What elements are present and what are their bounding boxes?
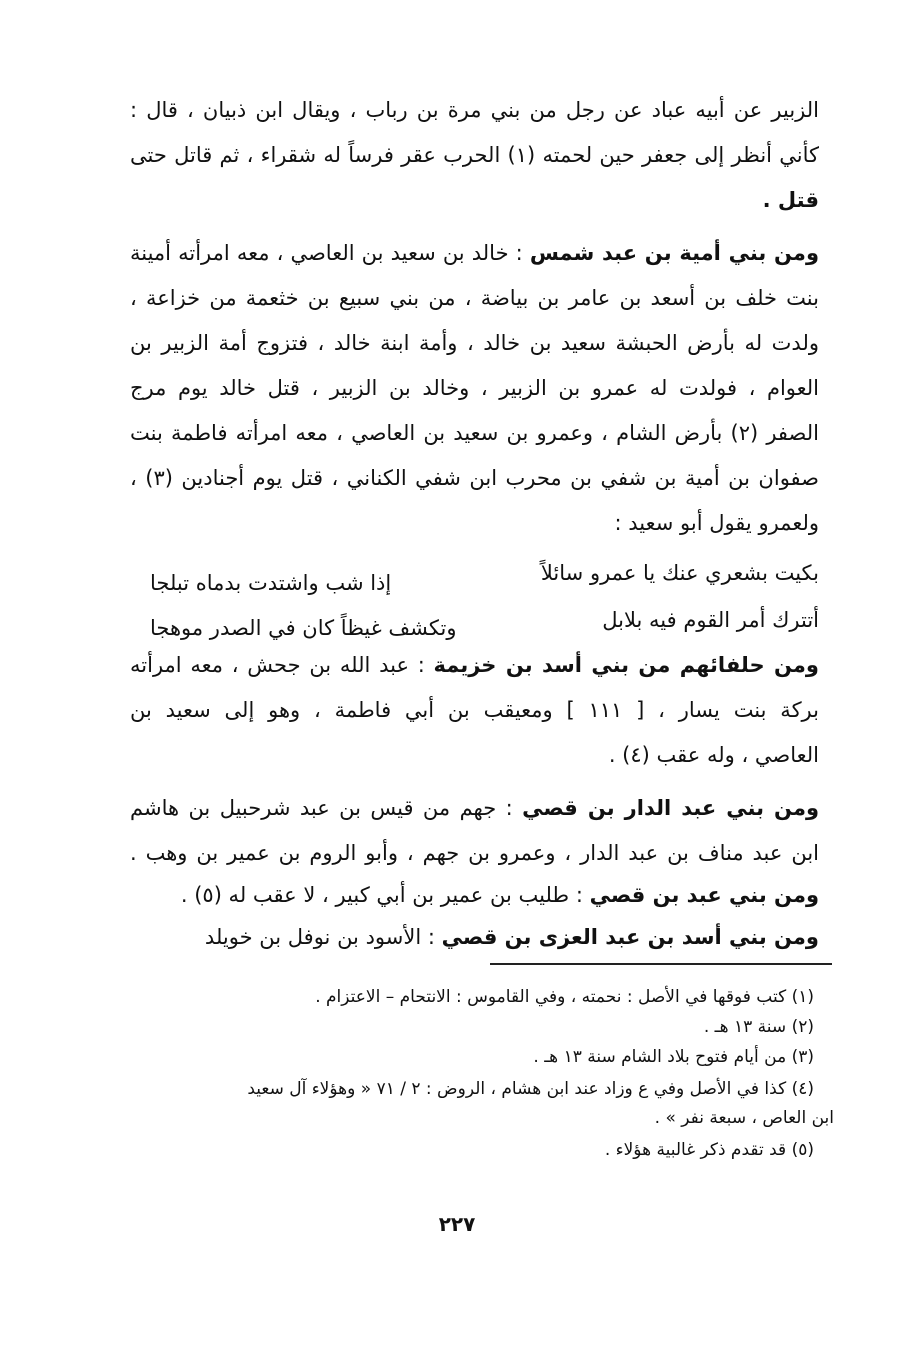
poem-hemistich: بكيت بشعري عنك يا عمرو سائلاً: [540, 561, 819, 585]
text-line: [130, 238, 819, 268]
text-line: ولعمرو يقول أبو سعيد :: [614, 511, 819, 535]
text-line: صفوان بن أمية بن شفي بن محرب ابن شفي الكناني ، قتل يوم أجنادين (٣) ،: [130, 466, 819, 490]
text-line: [130, 793, 819, 823]
page-number: ٢٢٧: [438, 1212, 476, 1236]
text-line: الصفر (٢) بأرض الشام ، وعمرو بن سعيد بن العاصي ، معه امرأته فاطمة بنت: [130, 421, 819, 445]
text-run: : طليب بن عمير بن أبي كبير ، لا عقب له (٥) .: [180, 883, 583, 907]
text-line: قتل .: [762, 188, 819, 212]
text-line: [130, 650, 819, 680]
text-run: : جهم من قيس بن عبد شرحبيل بن هاشم: [130, 796, 513, 820]
text-run: : عبد الله بن جحش ، معه امرأته: [130, 653, 425, 677]
footnote: (١) كتب فوقها في الأصل : نحمته ، وفي القاموس : الانتحام – الاعتزام .: [315, 987, 814, 1007]
footnote: (٥) قد تقدم ذكر غالبية هؤلاء .: [604, 1140, 814, 1160]
footnote-divider: [490, 963, 832, 965]
text-line: ابن عبد مناف بن عبد الدار ، وعمرو بن جهم ، وأبو الروم بن عمير بن وهب .: [130, 841, 819, 865]
section-heading: ومن بني عبد بن قصي: [589, 883, 819, 907]
text-line: [204, 922, 819, 952]
section-heading: ومن بني عبد الدار بن قصي: [522, 796, 819, 820]
poem-hemistich: وتكشف غيظاً كان في الصدر موهجا: [150, 616, 457, 640]
text-line: كأني أنظر إلى جعفر حين لحمته (١) الحرب عقر فرساً له شقراء ، ثم قاتل حتى: [130, 143, 819, 167]
footnote: (٢) سنة ١٣ هـ .: [703, 1017, 814, 1037]
section-heading: ومن بني أمية بن عبد شمس: [529, 241, 819, 265]
footnote: (٣) من أيام فتوح بلاد الشام سنة ١٣ هـ .: [533, 1047, 814, 1067]
text-line: بنت خلف بن أسعد بن عامر بن بياضة ، من بني سبيع بن خثعمة من خزاعة ،: [130, 286, 819, 310]
text-line: العاصي ، وله عقب (٤) .: [608, 743, 819, 767]
text-run: : خالد بن سعيد بن العاصي ، معه امرأته أمينة: [130, 241, 523, 265]
footnote: (٤) كذا في الأصل وفي ع وزاد عند ابن هشام ، الروض : ٢ / ٧١ « وهؤلاء آل سعيد: [247, 1079, 814, 1099]
poem-hemistich: إذا شب واشتدت بدماه تبلجا: [150, 571, 392, 595]
section-heading: ومن بني أسد بن عبد العزى بن قصي: [441, 925, 819, 949]
section-heading: ومن حلفائهم من بني أسد بن خزيمة: [433, 653, 819, 677]
text-run: : الأسود بن نوفل بن خويلد: [204, 925, 435, 949]
text-line: ولدت له بأرض الحبشة سعيد بن خالد ، وأمة ابنة خالد ، فتزوج أمة الزبير بن: [130, 331, 819, 355]
footnote: ابن العاص ، سبعة نفر » .: [654, 1108, 834, 1128]
text-line: [180, 880, 819, 910]
text-line: العوام ، فولدت له عمرو بن الزبير ، وخالد بن الزبير ، قتل خالد يوم مرج: [130, 376, 819, 400]
text-line: بركة بنت يسار ، [ ١١١ ] ومعيقب بن أبي فاطمة ، وهو إلى سعيد بن: [130, 698, 819, 722]
text-line: الزبير عن أبيه عباد عن رجل من بني مرة بن رباب ، ويقال ابن ذبيان ، قال :: [130, 98, 819, 122]
poem-hemistich: أتترك أمر القوم فيه بلابل: [602, 608, 819, 632]
